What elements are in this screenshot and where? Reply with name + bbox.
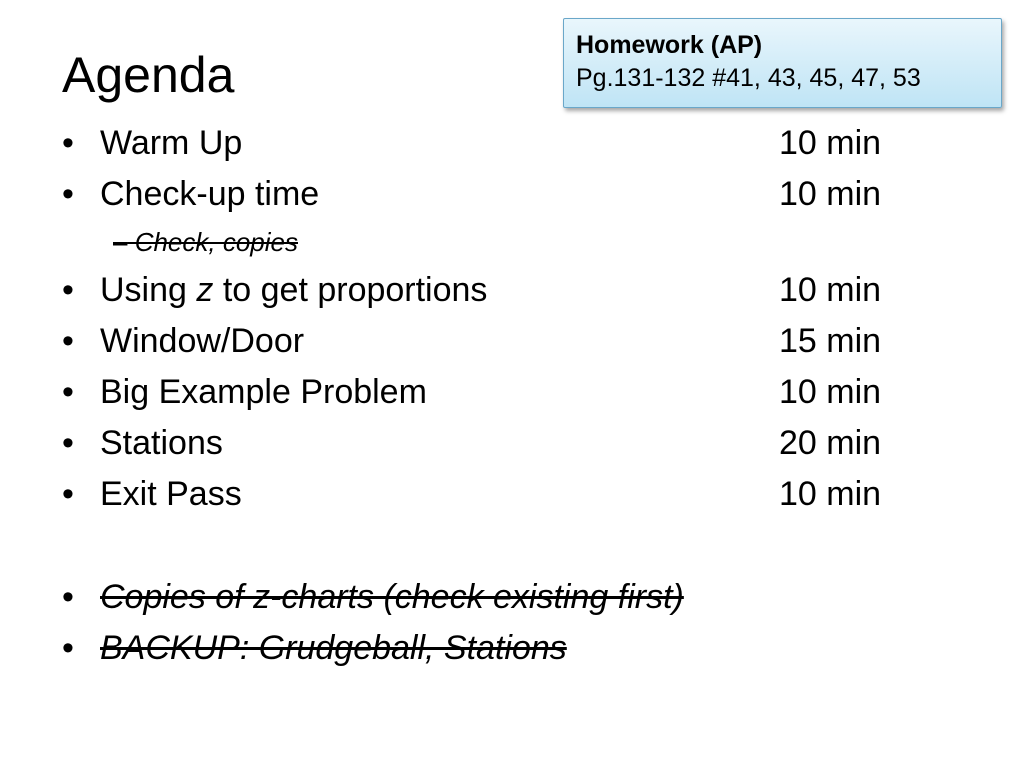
agenda-item-time: 10 min <box>779 373 882 411</box>
agenda-item <box>62 367 922 417</box>
homework-title: Homework (AP) <box>576 31 763 59</box>
z-variable: z <box>196 271 214 309</box>
agenda-item <box>62 418 922 468</box>
agenda-item <box>62 118 922 168</box>
agenda-item-label: Check-up time <box>100 175 320 213</box>
homework-assignment: Pg.131-132 #41, 43, 45, 47, 53 <box>576 64 921 92</box>
struck-item-label: BACKUP: Grudgeball, Stations <box>100 629 567 667</box>
agenda-item-time: 20 min <box>779 424 882 462</box>
agenda-sub-item-label: Check, copies <box>127 227 298 257</box>
bullet-icon: • <box>62 373 74 411</box>
agenda-item-label: Window/Door <box>100 322 305 360</box>
bullet-icon: • <box>62 424 74 462</box>
struck-agenda-item <box>62 572 684 622</box>
agenda-item <box>62 316 922 366</box>
agenda-item-label: Warm Up <box>100 124 243 162</box>
agenda-item-time: 10 min <box>779 175 882 213</box>
agenda-item <box>62 469 922 519</box>
agenda-item <box>62 169 922 219</box>
bullet-icon: • <box>62 175 74 213</box>
bullet-icon: • <box>62 475 74 513</box>
agenda-item <box>62 265 922 315</box>
bullet-icon: • <box>62 322 74 360</box>
bullet-icon: • <box>62 124 74 162</box>
agenda-item-time: 10 min <box>779 271 882 309</box>
agenda-item-time: 10 min <box>779 124 882 162</box>
slide-title: Agenda <box>62 47 235 103</box>
agenda-item-time: 15 min <box>779 322 882 360</box>
agenda-item-label <box>100 265 487 315</box>
agenda-item-label: Stations <box>100 424 223 462</box>
bullet-icon: • <box>62 629 74 667</box>
label-text: to get proportions <box>213 271 488 309</box>
dash-icon: – <box>113 227 128 257</box>
agenda-item-label: Exit Pass <box>100 475 242 513</box>
agenda-item-time: 10 min <box>779 475 882 513</box>
struck-agenda-item <box>62 623 567 673</box>
struck-item-label: Copies of z-charts (check existing first) <box>100 578 684 616</box>
agenda-sub-item <box>113 224 298 260</box>
agenda-item-label: Big Example Problem <box>100 373 427 411</box>
bullet-icon: • <box>62 578 74 616</box>
bullet-icon: • <box>62 271 74 309</box>
label-text: Using <box>100 271 197 309</box>
